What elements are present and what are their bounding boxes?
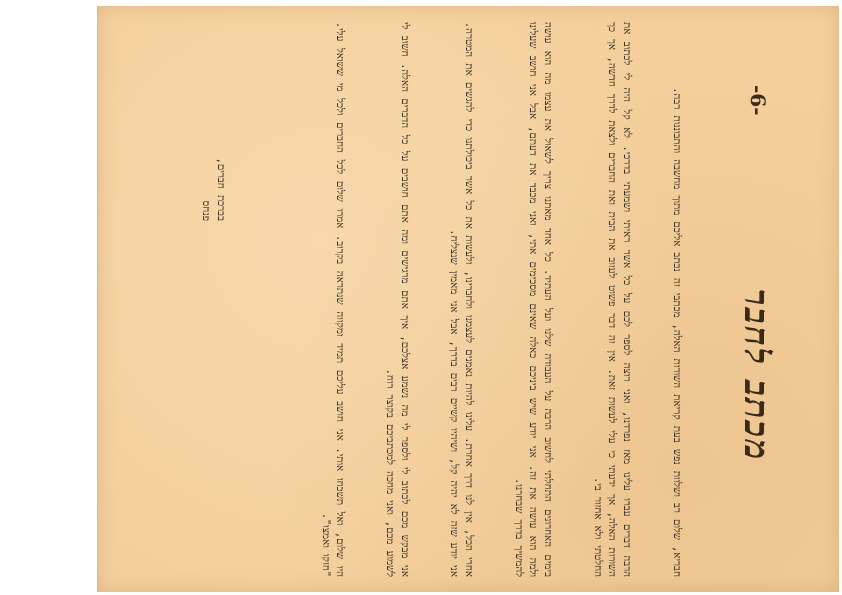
handwritten-title: מכתב לחבר [736,288,776,462]
letter-heading [718,15,788,585]
signature-closing: בברכת חברים, [215,157,226,221]
paragraph: אחרי הכל, אין לנו דרך אחרת. עלינו להיות נאמנים לעצמנו ולחברינו, ולעשות את כל אשר ביכולתנו כדי להגשים את המטרה. אני יודע שזה לא יהיה קל, ושיהיו קשיים רבים בדרך, אבל אני מאמין שנצליח. [448,15,475,577]
letter-body [282,15,712,577]
rotated-letter-page [148,15,788,585]
page-number: -6- [746,85,770,116]
paragraph: בימים האחרונים התחלתי לחשוב הרבה על העבודה שלנו ועל העתיד. כל אחד מאתנו צריך לשאול את עצמו מה הוא עושה ולמה הוא עושה את זה. אני יודע שיש ביניכם כאלה שאינם מסכימים אתי, ואני מכבד את דעתם, אבל אני חושב שעלינו להמשיך בדרך שבחרנו. [512,15,554,577]
signature-block [198,51,228,221]
paragraph: חבריא, שלום רב ושלוות נפש בעת קריאת השורות האלה, מכתבי זה נכתב אליכם מתוך מחשבה והתבוננות רבה. [670,87,682,577]
signature-name: פנחס [200,200,211,221]
paragraph: אני מבקש מכם לכתוב לי ולספר לי מה נשמע אצלכם, איך אתם מרגישים ומה אתם חושבים על כל הדברים האלה. חשוב לי לשמוע מכם, ואני מחכה למכתביכם בקוצר רוח. [384,15,410,577]
paragraph: הרבה דברים עברו עלינו מאז נפרדנו, ואני רוצה לספר לכם על כל אשר ראיתי ושמעתי בדרכי. לא קל היה לי לכתוב את השורות האלה, אך ידעתי כי עלי לעשות זאת. אין זה דבר פשוט לעזוב את הבית ואת החברים ולצאת לדרך חדשה, אך כך החלטתי ולא אחזור בי. [591,15,633,577]
paragraph: היו שלום, ואל תשכחו אותי. אני חושב עליכם תמיד ומקווה שנתראה בקרוב. אמרו שלום לכל החברים ולכל מי ששואל עלי. "חזקו ואמצו". [319,15,346,577]
